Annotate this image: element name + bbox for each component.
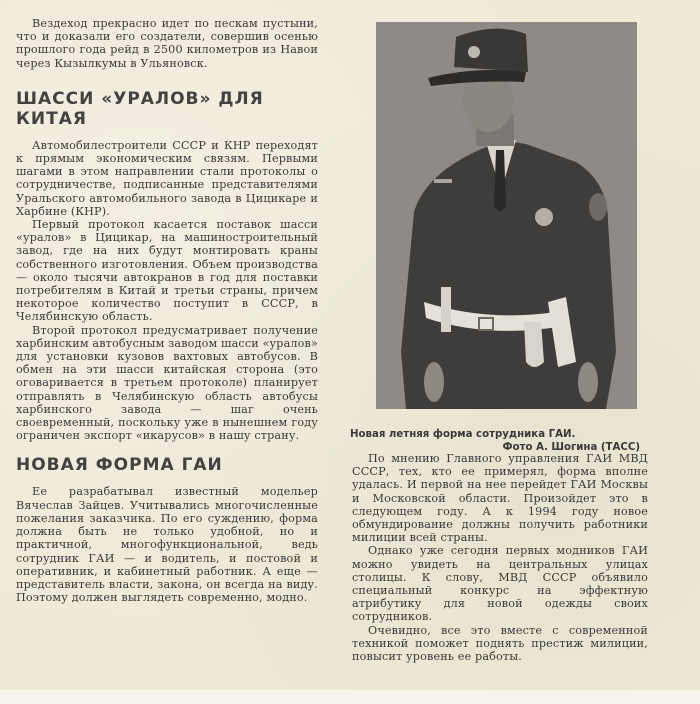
paper-edge bbox=[0, 690, 700, 704]
right-paragraph: Очевидно, все это вместе с современной техникой поможет поднять престиж милиции, повысит уровень ее работы. bbox=[352, 623, 648, 664]
photo-credit: Фото А. Шогина (ТАСС) bbox=[502, 442, 640, 453]
article1-paragraph: Второй протокол предусматривает получение харбинским автобусным заводом шасси «уралов» для установки кузовов вахтовых автобусов. В обмен на эти шасси китайская сторона (это оговаривается в третьем протоколе) планирует отправлять в Челябинскую область автобусы харбинского завода — шаг очень своевременный, поскольку уже в нынешнем году ограничен экспорт «икарусов» в нашу страну. bbox=[16, 323, 319, 443]
officer-photo-illustration bbox=[376, 22, 637, 409]
article1-paragraph: Первый протокол касается поставок шасси «уралов» в Цицикар, на машиностроительный завод, где на них будут монтировать краны собственного изготовления. Объем производства — около тысячи автокранов в год для поставки потребителям в Китай и третьи страны, причем некоторое количество поступит в СССР, в Челябинскую область. bbox=[16, 218, 318, 324]
right-column bbox=[352, 452, 648, 663]
right-paragraph: По мнению Главного управления ГАИ МВД СССР, тех, кто ее примерял, форма вполне удалась. И первой на нее перейдет ГАИ Москвы и Московской области. Произойдет это в следующем году. А к 1994 году новое обмундирование должны получить работники милиции всей страны. bbox=[352, 452, 648, 545]
left-column bbox=[16, 17, 318, 604]
right-paragraph: Однако уже сегодня первых модников ГАИ можно увидеть на центральных улицах столицы. К слову, МВД СССР объявило специальный конкурс на эффектную атрибутику для новой одежды своих сотрудников. bbox=[352, 544, 648, 624]
officer-photo bbox=[376, 22, 637, 409]
intro-paragraph: Вездеход прекрасно идет по пескам пустыни, что и доказали его создатели, совершив осенью прошлого года рейд в 2500 километров из Навои через Кызылкумы в Ульяновск. bbox=[16, 17, 318, 70]
heading-new-gai-uniform: НОВАЯ ФОРМА ГАИ bbox=[16, 455, 223, 476]
article1-paragraph: Автомобилестроители СССР и КНР переходят к прямым экономическим связям. Первыми шагами в этом направлении стали протоколы о сотрудничестве, подписанные представителями Уральского автомобильного завода в Цицикаре и Харбине (КНР). bbox=[16, 138, 318, 218]
article2-paragraph: Ее разрабатывал известный модельер Вячеслав Зайцев. Учитывались многочисленные пожелания заказчика. По его суждению, форма должна быть не только удобной, но и практичной, многофункциональной, ведь сотрудник ГАИ — и водитель, и постовой и оперативник, и кабинетный работник. А еще — представитель власти, закона, он всегда на виду. Поэтому должен выглядеть современно, модно. bbox=[16, 485, 318, 605]
heading-ural-chassis: ШАССИ «УРАЛОВ» ДЛЯ КИТАЯ bbox=[16, 88, 264, 129]
caption-text: Новая летняя форма сотрудника ГАИ. bbox=[350, 429, 576, 440]
photo-caption bbox=[350, 428, 640, 454]
